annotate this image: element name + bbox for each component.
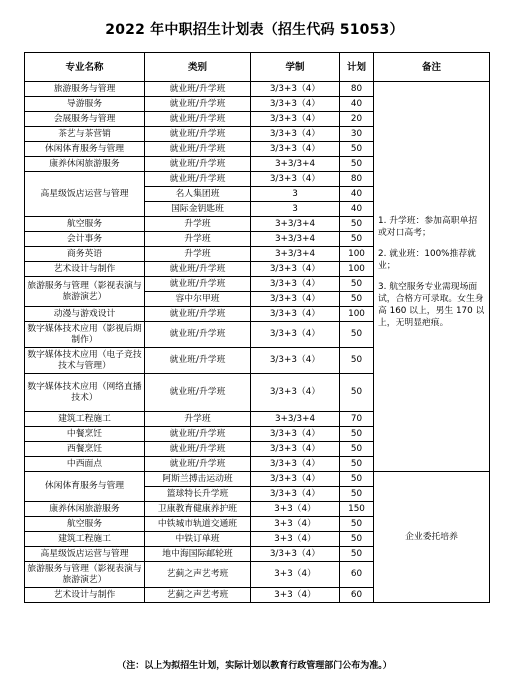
category-cell: 升学班 bbox=[145, 247, 251, 262]
category-cell: 升学班 bbox=[145, 412, 251, 427]
duration-cell: 3+3/3+4 bbox=[251, 232, 340, 247]
category-cell: 就业班/升学班 bbox=[145, 307, 251, 322]
quota-cell: 30 bbox=[340, 127, 374, 142]
major-cell: 高星级饭店运营与管理 bbox=[25, 172, 145, 217]
quota-cell: 50 bbox=[340, 374, 374, 412]
duration-cell: 3/3+3（4） bbox=[251, 82, 340, 97]
duration-cell: 3/3+3（4） bbox=[251, 427, 340, 442]
quota-cell: 100 bbox=[340, 262, 374, 277]
remark-1: 1. 升学班：参加高职单招或对口高考； bbox=[378, 216, 478, 238]
quota-cell: 50 bbox=[340, 348, 374, 374]
header-category: 类别 bbox=[145, 53, 251, 82]
category-cell: 容中尔甲班 bbox=[145, 292, 251, 307]
duration-cell: 3+3/3+4 bbox=[251, 157, 340, 172]
category-cell: 就业班/升学班 bbox=[145, 322, 251, 348]
remark-2: 2. 就业班：100%推荐就业； bbox=[378, 249, 476, 271]
quota-cell: 60 bbox=[340, 588, 374, 603]
quota-cell: 50 bbox=[340, 157, 374, 172]
cooperation-remark-cell: 企业委托培养 bbox=[374, 472, 490, 603]
quota-cell: 50 bbox=[340, 472, 374, 487]
major-cell: 航空服务 bbox=[25, 217, 145, 232]
duration-cell: 3/3+3（4） bbox=[251, 142, 340, 157]
quota-cell: 50 bbox=[340, 457, 374, 472]
category-cell: 就业班/升学班 bbox=[145, 457, 251, 472]
major-cell: 导游服务 bbox=[25, 97, 145, 112]
quota-cell: 50 bbox=[340, 487, 374, 502]
category-cell: 艺蓟之声艺考班 bbox=[145, 588, 251, 603]
category-cell: 升学班 bbox=[145, 217, 251, 232]
quota-cell: 40 bbox=[340, 97, 374, 112]
quota-cell: 50 bbox=[340, 442, 374, 457]
category-cell: 就业班/升学班 bbox=[145, 427, 251, 442]
quota-cell: 50 bbox=[340, 277, 374, 292]
duration-cell: 3/3+3（4） bbox=[251, 322, 340, 348]
quota-cell: 50 bbox=[340, 427, 374, 442]
category-cell: 国际金钥匙班 bbox=[145, 202, 251, 217]
duration-cell: 3/3+3（4） bbox=[251, 172, 340, 187]
duration-cell: 3+3（4） bbox=[251, 502, 340, 517]
quota-cell: 80 bbox=[340, 172, 374, 187]
category-cell: 卫康教育健康养护班 bbox=[145, 502, 251, 517]
category-cell: 就业班/升学班 bbox=[145, 374, 251, 412]
category-cell: 阿斯兰搏击运动班 bbox=[145, 472, 251, 487]
duration-cell: 3/3+3（4） bbox=[251, 307, 340, 322]
category-cell: 中铁城市轨道交通班 bbox=[145, 517, 251, 532]
major-cell: 建筑工程施工 bbox=[25, 532, 145, 547]
table-row bbox=[25, 472, 490, 487]
duration-cell: 3/3+3（4） bbox=[251, 487, 340, 502]
quota-cell: 100 bbox=[340, 247, 374, 262]
table-row bbox=[25, 82, 490, 97]
quota-cell: 60 bbox=[340, 562, 374, 588]
major-cell: 西餐烹饪 bbox=[25, 442, 145, 457]
duration-cell: 3+3/3+4 bbox=[251, 247, 340, 262]
duration-cell: 3+3（4） bbox=[251, 532, 340, 547]
category-cell: 升学班 bbox=[145, 232, 251, 247]
major-cell: 茶艺与茶营销 bbox=[25, 127, 145, 142]
major-cell: 康养休闲旅游服务 bbox=[25, 157, 145, 172]
major-cell: 康养休闲旅游服务 bbox=[25, 502, 145, 517]
category-cell: 名人集团班 bbox=[145, 187, 251, 202]
table-header-row bbox=[25, 53, 490, 82]
quota-cell: 70 bbox=[340, 412, 374, 427]
quota-cell: 50 bbox=[340, 142, 374, 157]
quota-cell: 50 bbox=[340, 547, 374, 562]
duration-cell: 3+3（4） bbox=[251, 562, 340, 588]
major-cell: 数字媒体技术应用（影视后期制作） bbox=[25, 322, 145, 348]
page-title: 2022 年中职招生计划表（招生代码 51053） bbox=[105, 22, 404, 38]
major-cell: 旅游服务与管理（影视表演与旅游演艺） bbox=[25, 277, 145, 307]
category-cell: 就业班/升学班 bbox=[145, 112, 251, 127]
major-cell: 会展服务与管理 bbox=[25, 112, 145, 127]
major-cell: 艺术设计与制作 bbox=[25, 262, 145, 277]
duration-cell: 3+3（4） bbox=[251, 588, 340, 603]
quota-cell: 100 bbox=[340, 307, 374, 322]
enrollment-plan-table bbox=[24, 52, 490, 603]
major-cell: 高星级饭店运营与管理 bbox=[25, 547, 145, 562]
duration-cell: 3 bbox=[251, 202, 340, 217]
category-cell: 就业班/升学班 bbox=[145, 82, 251, 97]
quota-cell: 50 bbox=[340, 292, 374, 307]
duration-cell: 3/3+3（4） bbox=[251, 292, 340, 307]
category-cell: 就业班/升学班 bbox=[145, 262, 251, 277]
duration-cell: 3/3+3（4） bbox=[251, 472, 340, 487]
duration-cell: 3+3（4） bbox=[251, 517, 340, 532]
major-cell: 数字媒体技术应用（网络直播技术） bbox=[25, 374, 145, 412]
quota-cell: 20 bbox=[340, 112, 374, 127]
duration-cell: 3/3+3（4） bbox=[251, 348, 340, 374]
category-cell: 就业班/升学班 bbox=[145, 277, 251, 292]
header-major: 专业名称 bbox=[25, 53, 145, 82]
category-cell: 就业班/升学班 bbox=[145, 442, 251, 457]
remark-3: 3. 航空服务专业需现场面试，合格方可录取。女生身高 160 以上，男生 170 以上，无明显疤痕。 bbox=[378, 282, 485, 328]
quota-cell: 40 bbox=[340, 202, 374, 217]
quota-cell: 50 bbox=[340, 322, 374, 348]
remarks-cell bbox=[374, 82, 490, 472]
duration-cell: 3/3+3（4） bbox=[251, 374, 340, 412]
quota-cell: 50 bbox=[340, 517, 374, 532]
header-quota: 计划 bbox=[340, 53, 374, 82]
major-cell: 休闲体育服务与管理 bbox=[25, 472, 145, 502]
category-cell: 就业班/升学班 bbox=[145, 97, 251, 112]
category-cell: 中铁订单班 bbox=[145, 532, 251, 547]
major-cell: 旅游服务与管理（影视表演与旅游演艺） bbox=[25, 562, 145, 588]
duration-cell: 3/3+3（4） bbox=[251, 442, 340, 457]
major-cell: 中餐烹饪 bbox=[25, 427, 145, 442]
duration-cell: 3/3+3（4） bbox=[251, 97, 340, 112]
major-cell: 中西面点 bbox=[25, 457, 145, 472]
quota-cell: 50 bbox=[340, 217, 374, 232]
header-remarks: 备注 bbox=[374, 53, 490, 82]
duration-cell: 3+3/3+4 bbox=[251, 217, 340, 232]
duration-cell: 3/3+3（4） bbox=[251, 277, 340, 292]
category-cell: 篮球特长升学班 bbox=[145, 487, 251, 502]
footnote: （注：以上为拟招生计划，实际计划以教育行政管理部门公布为准。） bbox=[117, 661, 392, 671]
quota-cell: 80 bbox=[340, 82, 374, 97]
category-cell: 就业班/升学班 bbox=[145, 172, 251, 187]
duration-cell: 3+3/3+4 bbox=[251, 412, 340, 427]
quota-cell: 50 bbox=[340, 532, 374, 547]
category-cell: 就业班/升学班 bbox=[145, 157, 251, 172]
quota-cell: 40 bbox=[340, 187, 374, 202]
duration-cell: 3 bbox=[251, 187, 340, 202]
duration-cell: 3/3+3（4） bbox=[251, 262, 340, 277]
category-cell: 地中海国际邮轮班 bbox=[145, 547, 251, 562]
major-cell: 旅游服务与管理 bbox=[25, 82, 145, 97]
major-cell: 动漫与游戏设计 bbox=[25, 307, 145, 322]
header-duration: 学制 bbox=[251, 53, 340, 82]
category-cell: 就业班/升学班 bbox=[145, 142, 251, 157]
duration-cell: 3/3+3（4） bbox=[251, 457, 340, 472]
major-cell: 航空服务 bbox=[25, 517, 145, 532]
duration-cell: 3/3+3（4） bbox=[251, 547, 340, 562]
duration-cell: 3/3+3（4） bbox=[251, 127, 340, 142]
quota-cell: 50 bbox=[340, 232, 374, 247]
category-cell: 就业班/升学班 bbox=[145, 127, 251, 142]
major-cell: 商务英语 bbox=[25, 247, 145, 262]
duration-cell: 3/3+3（4） bbox=[251, 112, 340, 127]
major-cell: 会计事务 bbox=[25, 232, 145, 247]
major-cell: 休闲体育服务与管理 bbox=[25, 142, 145, 157]
category-cell: 就业班/升学班 bbox=[145, 348, 251, 374]
major-cell: 数字媒体技术应用（电子竞技技术与管理） bbox=[25, 348, 145, 374]
major-cell: 建筑工程施工 bbox=[25, 412, 145, 427]
category-cell: 艺蓟之声艺考班 bbox=[145, 562, 251, 588]
major-cell: 艺术设计与制作 bbox=[25, 588, 145, 603]
quota-cell: 150 bbox=[340, 502, 374, 517]
